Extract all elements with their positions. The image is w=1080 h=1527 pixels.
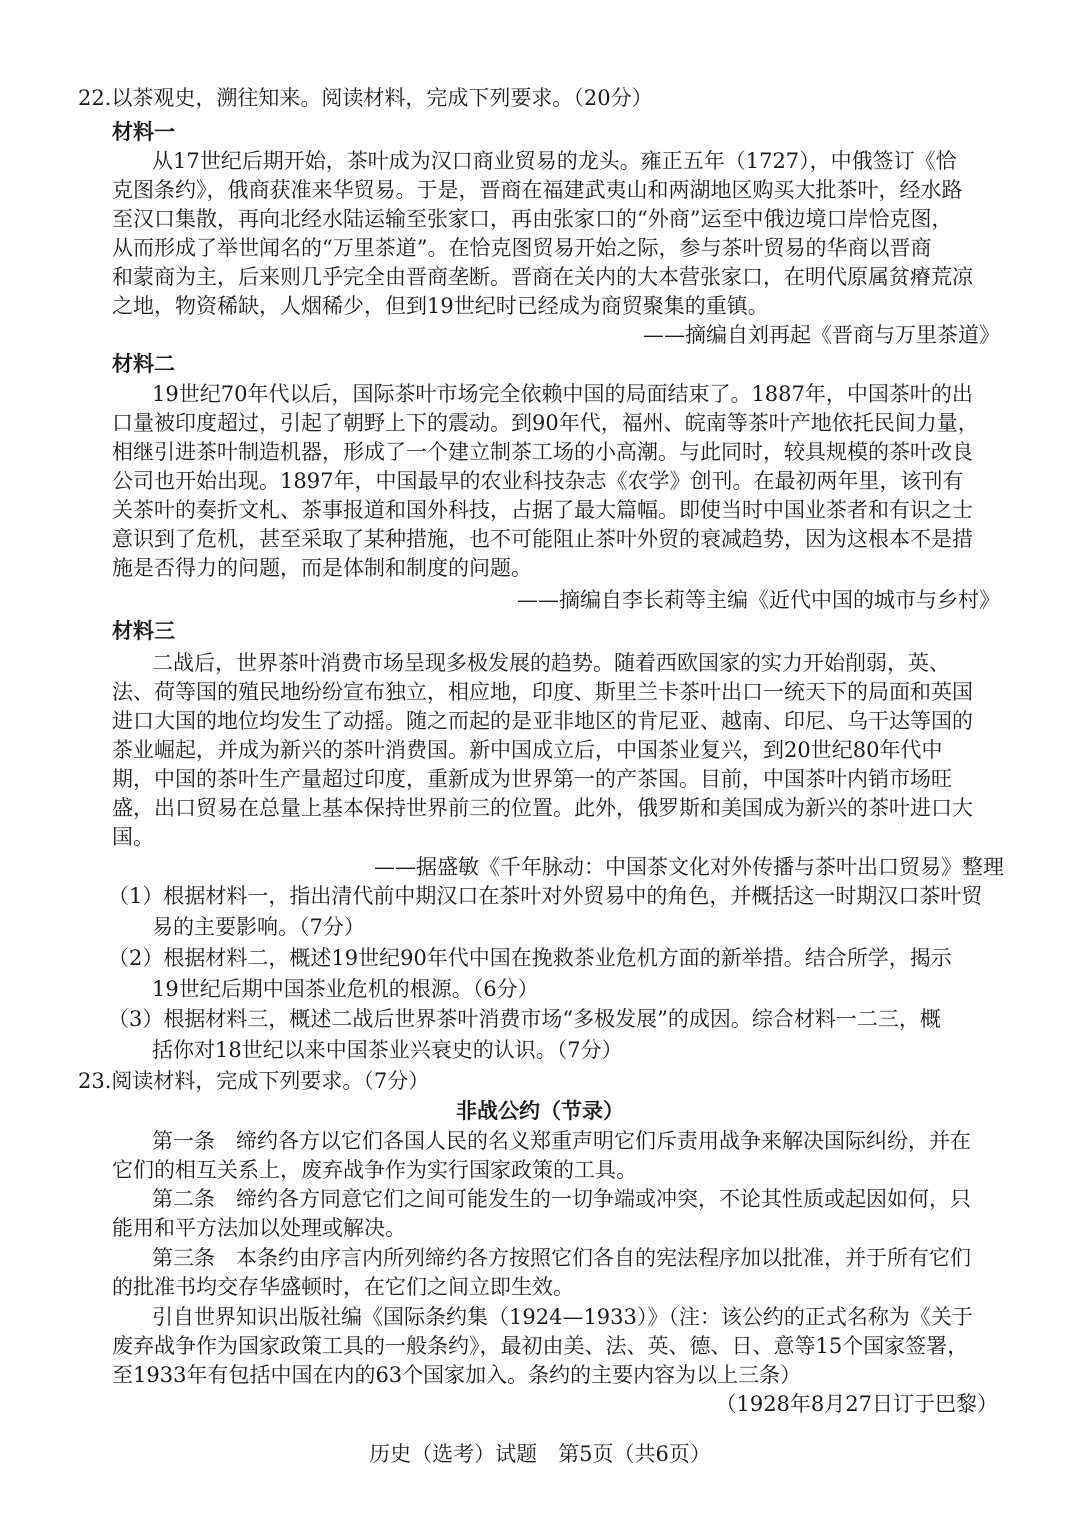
material-2-line: 19世纪70年代以后，国际茶叶市场完全依赖中国的局面结束了。1887年，中国茶叶的出 [152, 382, 973, 406]
treaty-line: 引自世界知识出版社编《国际条约集（1924—1933）》（注：该公约的正式名称为《关于 [152, 1305, 973, 1329]
material-1-line: 从17世纪后期开始，茶叶成为汉口商业贸易的龙头。雍正五年（1727），中俄签订《恰 [152, 149, 957, 173]
material-3-line: 期，中国的茶叶生产量超过印度，重新成为世界第一的产茶国。目前，中国茶叶内销市场旺 [112, 767, 952, 791]
material-3-source: ——据盛敏《千年脉动：中国茶文化对外传播与茶叶出口贸易》整理 [374, 855, 1004, 879]
material-2-title: 材料二 [112, 351, 175, 376]
material-1-line: 之地，物资稀缺，人烟稀少，但到19世纪时已经成为商贸聚集的重镇。 [112, 294, 769, 318]
q22-subquestion: 19世纪后期中国茶业危机的根源。（6分） [152, 977, 539, 1001]
treaty-line: 第三条 本条约由序言内所列缔约各方按照它们各自的宪法程序加以批准，并于所有它们 [152, 1246, 971, 1270]
material-1-line: 和蒙商为主，后来则几乎完全由晋商垄断。晋商在关内的大本营张家口，在明代原属贫瘠荒凉 [112, 265, 973, 289]
material-3-title: 材料三 [112, 618, 175, 643]
q22-subquestion: （3）根据材料三，概述二战后世界茶叶消费市场“多极发展”的成因。综合材料一二三，概 [108, 1007, 941, 1031]
treaty-title: 非战公约（节录） [456, 1098, 624, 1123]
material-3-line: 进口大国的地位均发生了动摇。随之而起的是亚非地区的肯尼亚、越南、印尼、乌干达等国的 [112, 709, 973, 733]
treaty-line: 第一条 缔约各方以它们各国人民的名义郑重声明它们斥责用战争来解决国际纠纷，并在 [152, 1129, 971, 1153]
q22-subquestion: （2）根据材料二，概述19世纪90年代中国在挽救茶业危机方面的新举措。结合所学，揭示 [108, 946, 952, 970]
material-1-line: 从而形成了举世闻名的“万里茶道”。在恰克图贸易开始之际，参与茶叶贸易的华商以晋商 [112, 236, 932, 260]
material-2-line: 公司也开始出现。1897年，中国最早的农业科技杂志《农学》创刊。在最初两年里，该刊有 [112, 469, 964, 493]
material-1-title: 材料一 [112, 119, 175, 144]
material-2-source: ——摘编自李长莉等主编《近代中国的城市与乡村》 [517, 588, 1000, 612]
material-2-line: 相继引进茶叶制造机器，形成了一个建立制茶工场的小高潮。与此同时，较具规模的茶叶改良 [112, 440, 973, 464]
q22-subquestion: 括你对18世纪以来中国茶业兴衰史的认识。（7分） [152, 1038, 623, 1062]
material-2-line: 口量被印度超过，引起了朝野上下的震动。到90年代，福州、皖南等茶叶产地依托民间力量， [112, 411, 979, 435]
material-2-line: 关茶叶的奏折文札、茶事报道和国外科技，占据了最大篇幅。即使当时中国业茶者和有识之士 [112, 498, 973, 522]
treaty-line: 能用和平方法加以处理或解决。 [112, 1216, 406, 1240]
q22-subquestion: （1）根据材料一，指出清代前中期汉口在茶叶对外贸易中的角色，并概括这一时期汉口茶叶贸 [108, 884, 983, 908]
treaty-line: 废弃战争作为国家政策工具的一般条约》，最初由美、法、英、德、日、意等15个国家签署， [112, 1334, 969, 1358]
material-1-line: 克图条约》，俄商获准来华贸易。于是，晋商在福建武夷山和两湖地区购买大批茶叶，经水路 [112, 178, 963, 202]
q22-subquestion: 易的主要影响。（7分） [152, 915, 365, 939]
material-3-line: 茶业崛起，并成为新兴的茶叶消费国。新中国成立后，中国茶业复兴，到20世纪80年代中 [112, 738, 943, 762]
material-2-line: 意识到了危机，甚至采取了某种措施，也不可能阻止茶叶外贸的衰减趋势，因为这根本不是措 [112, 527, 973, 551]
material-2-line: 施是否得力的问题，而是体制和制度的问题。 [112, 556, 532, 580]
material-3-line: 国。 [112, 825, 154, 849]
page-footer: 历史（选考）试题 第5页（共6页） [369, 1442, 711, 1466]
material-1-source: ——摘编自刘再起《晋商与万里茶道》 [643, 323, 1000, 347]
material-3-line: 盛，出口贸易在总量上基本保持世界前三的位置。此外，俄罗斯和美国成为新兴的茶叶进口大 [112, 796, 973, 820]
treaty-line: 第二条 缔约各方同意它们之间可能发生的一切争端或冲突，不论其性质或起因如何，只 [152, 1187, 971, 1211]
q23-stem: 23.阅读材料，完成下列要求。（7分） [78, 1069, 430, 1093]
material-3-line: 二战后，世界茶叶消费市场呈现多极发展的趋势。随着西欧国家的实力开始削弱，英、 [152, 651, 950, 675]
q22-stem: 22.以茶观史，溯往知来。阅读材料，完成下列要求。（20分） [78, 86, 653, 110]
treaty-line: 至1933年有包括中国在内的63个国家加入。条约的主要内容为以上三条） [112, 1363, 802, 1387]
treaty-line: 的批准书均交存华盛顿时，在它们之间立即生效。 [112, 1275, 574, 1299]
material-3-line: 法、荷等国的殖民地纷纷宣布独立，相应地，印度、斯里兰卡茶叶出口一统天下的局面和英国 [112, 680, 973, 704]
treaty-date: （1928年8月27日订于巴黎） [715, 1392, 998, 1416]
material-1-line: 至汉口集散，再向北经水陆运输至张家口，再由张家口的“外商”运至中俄边境口岸恰克图， [112, 207, 953, 231]
treaty-line: 它们的相互关系上，废弃战争作为实行国家政策的工具。 [112, 1158, 637, 1182]
